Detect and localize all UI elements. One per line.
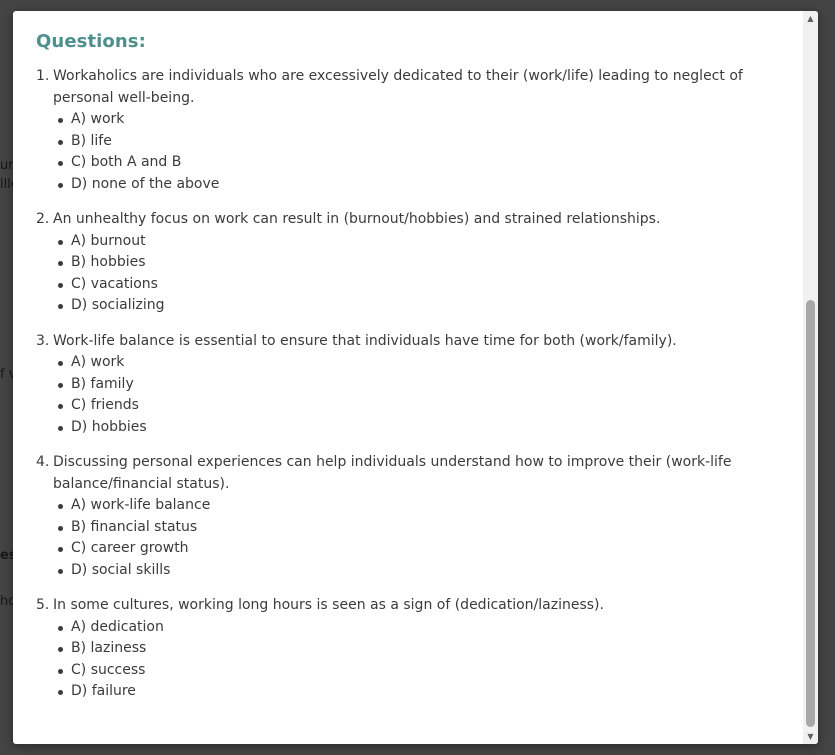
option-list [53,109,776,195]
option-item: C) both A and B [53,152,776,174]
questions-heading: Questions: [36,31,146,52]
question-text: An unhealthy focus on work can result in (burnout/hobbies) and strained relationships. [53,211,661,227]
option-item: D) hobbies [53,417,776,439]
option-item: B) family [53,374,776,396]
option-item: B) hobbies [53,252,776,274]
scroll-down-arrow-icon[interactable]: ▼ [807,732,814,741]
questions-modal [13,11,818,744]
option-item: D) socializing [53,295,776,317]
option-item: B) life [53,131,776,153]
question-number: 1. [36,68,50,84]
question-text: In some cultures, working long hours is seen as a sign of (dedication/laziness). [53,597,604,613]
question-number: 3. [36,332,50,349]
option-list [53,352,776,438]
option-item: D) failure [53,681,776,703]
question-text: Discussing personal experiences can help individuals understand how to improve their (work-life balance/financial status). [53,454,732,492]
option-item: A) work [53,352,776,374]
question-number: 5. [36,597,50,613]
question-item [36,66,776,195]
option-item: C) friends [53,395,776,417]
question-item [36,452,776,581]
question-text: Work-life balance is essential to ensure that individuals have time for both (work/family). [53,332,677,349]
scroll-up-arrow-icon[interactable]: ▲ [807,14,814,23]
option-item: A) burnout [53,231,776,253]
option-item: C) career growth [53,538,776,560]
option-item: A) work-life balance [53,495,776,517]
option-list [53,231,776,317]
option-item: D) none of the above [53,174,776,196]
question-item [36,595,776,703]
scrollbar-thumb[interactable] [806,300,815,727]
option-list [53,495,776,581]
question-number: 2. [36,211,50,227]
question-list [36,66,776,717]
option-list [53,617,776,703]
option-item: C) success [53,660,776,682]
option-item: D) social skills [53,560,776,582]
question-item [36,209,776,317]
question-number: 4. [36,454,50,470]
vertical-scrollbar[interactable] [803,11,818,744]
modal-content [13,11,803,744]
question-text: Workaholics are individuals who are excessively dedicated to their (work/life) leading to neglect of personal well-being. [53,68,743,106]
option-item: B) financial status [53,517,776,539]
question-item [36,331,776,439]
option-item: A) dedication [53,617,776,639]
option-item: A) work [53,109,776,131]
option-item: B) laziness [53,638,776,660]
option-item: C) vacations [53,274,776,296]
